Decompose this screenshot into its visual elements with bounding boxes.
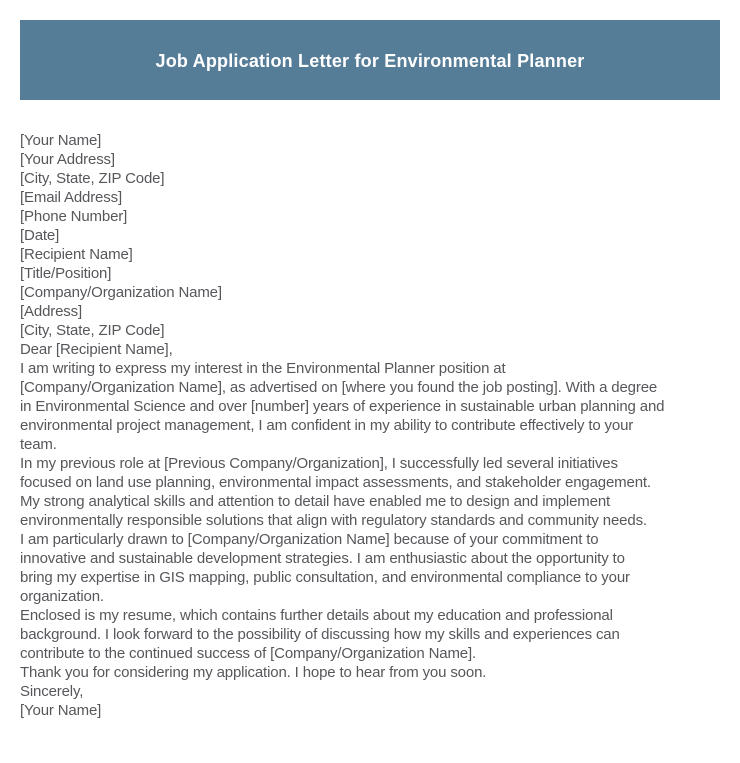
letter-line: focused on land use planning, environmental impact assessments, and stakeholder engagement.	[20, 474, 651, 491]
salutation-line: Dear [Recipient Name],	[20, 341, 173, 358]
letter-line: [Recipient Name]	[20, 246, 133, 263]
letter-line: [Company/Organization Name], as advertised on [where you found the job posting]. With a degree	[20, 379, 658, 396]
letter-line: innovative and sustainable development strategies. I am enthusiastic about the opportunity to	[20, 550, 625, 567]
title-banner	[20, 20, 720, 100]
letter-line: [Address]	[20, 303, 83, 320]
letter-line: My strong analytical skills and attention to detail have enabled me to design and implement	[20, 493, 611, 510]
signature-line: [Your Name]	[20, 702, 102, 719]
letter-line: [Your Name]	[20, 132, 102, 149]
letter-line: bring my expertise in GIS mapping, public consultation, and environmental compliance to your	[20, 569, 630, 586]
letter-line: [City, State, ZIP Code]	[20, 170, 165, 187]
document-page	[0, 20, 740, 720]
letter-line: In my previous role at [Previous Company/Organization], I successfully led several initiatives	[20, 455, 618, 472]
date-line: [Date]	[20, 227, 60, 244]
letter-line: environmentally responsible solutions that align with regulatory standards and community needs.	[20, 512, 647, 529]
letter-body	[20, 131, 720, 720]
letter-line: team.	[20, 436, 57, 453]
letter-line: [Title/Position]	[20, 265, 112, 282]
letter-line: organization.	[20, 588, 104, 605]
letter-line: Thank you for considering my application. I hope to hear from you soon.	[20, 664, 487, 681]
body-paragraphs	[20, 359, 720, 682]
letter-line: [Your Address]	[20, 151, 115, 168]
letter-line: background. I look forward to the possibility of discussing how my skills and experiences can	[20, 626, 620, 643]
recipient-block	[20, 245, 720, 340]
letter-line: contribute to the continued success of [Company/Organization Name].	[20, 645, 477, 662]
letter-line: environmental project management, I am confident in my ability to contribute effectively to your	[20, 417, 634, 434]
letter-line: [Company/Organization Name]	[20, 284, 222, 301]
letter-line: I am particularly drawn to [Company/Organization Name] because of your commitment to	[20, 531, 599, 548]
sender-block	[20, 131, 720, 226]
letter-line: [City, State, ZIP Code]	[20, 322, 165, 339]
letter-line: I am writing to express my interest in the Environmental Planner position at	[20, 360, 506, 377]
closing-line: Sincerely,	[20, 683, 84, 700]
letter-line: in Environmental Science and over [number] years of experience in sustainable urban planning and	[20, 398, 665, 415]
letter-line: Enclosed is my resume, which contains further details about my education and professional	[20, 607, 613, 624]
letter-line: [Email Address]	[20, 189, 122, 206]
page-title: Job Application Letter for Environmental Planner	[155, 50, 585, 71]
letter-line: [Phone Number]	[20, 208, 128, 225]
